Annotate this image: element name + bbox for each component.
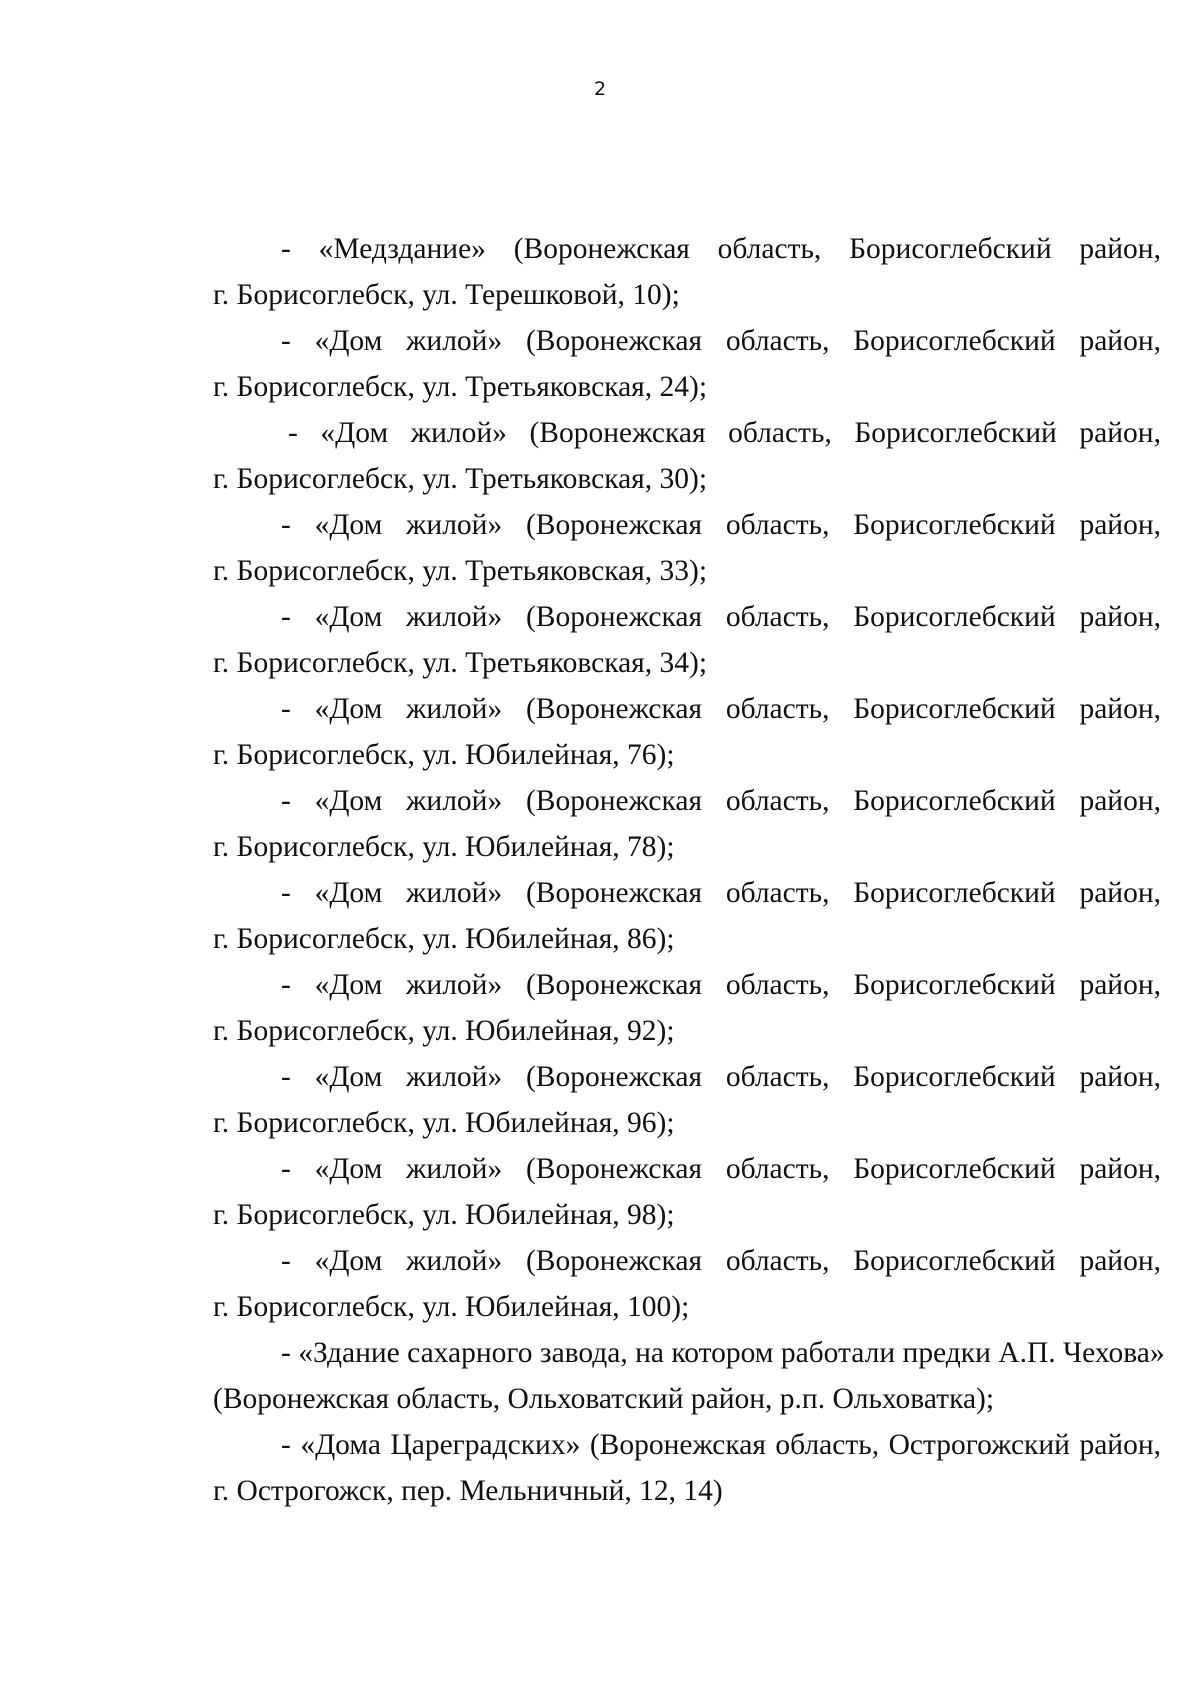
list-item: [213, 1054, 1161, 1146]
list-word: жилой»: [406, 1245, 503, 1277]
list-item: [213, 502, 1161, 594]
list-item-line2: г. Борисоглебск, ул. Юбилейная, 100);: [213, 1291, 690, 1323]
list-word: район,: [1079, 417, 1161, 449]
list-word: «Дом: [314, 509, 383, 541]
list-word: Борисоглебский: [853, 325, 1056, 357]
list-item-line1: [213, 962, 1161, 1008]
list-item: [213, 778, 1161, 870]
list-word: (Воронежская: [525, 693, 703, 725]
list-item-line2: г. Острогожск, пер. Мельничный, 12, 14): [213, 1475, 723, 1507]
list-item-line1: [213, 1054, 1161, 1100]
list-item-line2: г. Борисоглебск, ул. Юбилейная, 98);: [213, 1199, 675, 1231]
list-word: Борисоглебский: [853, 969, 1056, 1001]
list-item-line1: - «Здание сахарного завода, на котором работали предки А.П. Чехова»: [281, 1337, 1165, 1369]
list-item-line1: [213, 594, 1161, 640]
list-item: [213, 870, 1161, 962]
list-word: район,: [1079, 785, 1161, 817]
list-word: жилой»: [406, 601, 503, 633]
list-item: [213, 1146, 1161, 1238]
list-word: «Дом: [314, 785, 383, 817]
list-word: район,: [1079, 1153, 1161, 1185]
list-item: [213, 962, 1161, 1054]
list-word: «Дом: [320, 417, 389, 449]
list-item: [213, 226, 1161, 318]
list-word: (Воронежская: [589, 1429, 766, 1461]
list-word: Острогожский: [888, 1429, 1070, 1461]
list-item-line1: [213, 778, 1161, 824]
list-item-line1: [213, 1238, 1161, 1284]
list-dash: -: [281, 1245, 291, 1277]
list-word: (Воронежская: [525, 969, 703, 1001]
list-dash: -: [281, 233, 291, 265]
list-word: Борисоглебский: [853, 1245, 1056, 1277]
list-word: «Дом: [314, 693, 383, 725]
list-word: (Воронежская: [513, 233, 690, 265]
list-word: область,: [725, 877, 830, 909]
list-word: Борисоглебский: [853, 1153, 1056, 1185]
list-word: область,: [725, 1061, 830, 1093]
list-word: «Дом: [314, 1153, 383, 1185]
list-dash: -: [281, 1429, 291, 1461]
list-word: (Воронежская: [525, 509, 703, 541]
list-word: жилой»: [406, 509, 503, 541]
object-list: [213, 226, 1161, 1330]
list-word: Борисоглебский: [853, 877, 1056, 909]
list-word: (Воронежская: [525, 325, 703, 357]
list-word: область,: [725, 325, 830, 357]
list-word: (Воронежская: [525, 785, 703, 817]
list-item: [213, 1238, 1161, 1330]
list-word: жилой»: [410, 417, 507, 449]
list-word: Борисоглебский: [853, 509, 1056, 541]
list-item-line1: [213, 1422, 1161, 1468]
list-word: «Дом: [314, 325, 383, 357]
list-item: [213, 318, 1161, 410]
list-word: жилой»: [406, 969, 503, 1001]
list-word: район,: [1079, 1061, 1161, 1093]
list-word: «Дом: [314, 969, 383, 1001]
list-word: жилой»: [406, 1061, 503, 1093]
list-dash: -: [281, 969, 291, 1001]
list-item-line2: г. Борисоглебск, ул. Третьяковская, 33);: [213, 555, 708, 587]
list-word: жилой»: [406, 693, 503, 725]
list-word: (Воронежская: [529, 417, 706, 449]
list-dash: -: [281, 1061, 291, 1093]
list-item: [213, 594, 1161, 686]
list-word: (Воронежская: [525, 1153, 703, 1185]
list-word: область,: [725, 601, 830, 633]
list-item-line2: г. Борисоглебск, ул. Юбилейная, 92);: [213, 1015, 675, 1047]
list-word: район,: [1079, 1429, 1161, 1461]
list-word: район,: [1079, 233, 1161, 265]
list-dash: -: [281, 877, 291, 909]
list-dash: -: [281, 601, 291, 633]
list-word: Цареградских»: [390, 1429, 581, 1461]
list-word: область,: [725, 969, 830, 1001]
list-word: (Воронежская: [525, 601, 703, 633]
list-word: Борисоглебский: [853, 785, 1056, 817]
list-word: район,: [1079, 601, 1161, 633]
list-word: область,: [717, 233, 822, 265]
list-item-line2: г. Борисоглебск, ул. Третьяковская, 30);: [213, 463, 708, 495]
list-word: жилой»: [406, 325, 503, 357]
list-item-line1: [213, 870, 1161, 916]
list-word: район,: [1079, 693, 1161, 725]
list-item-line2: г. Борисоглебск, ул. Юбилейная, 78);: [213, 831, 675, 863]
list-word: область,: [725, 1245, 830, 1277]
list-item: [213, 1422, 1161, 1514]
list-word: «Дома: [300, 1429, 381, 1461]
list-item: [213, 1330, 1165, 1422]
list-item-line1: [213, 226, 1161, 272]
list-item-line2: г. Борисоглебск, ул. Третьяковская, 34);: [213, 647, 708, 679]
list-word: (Воронежская: [525, 1245, 703, 1277]
list-item-line1: [213, 318, 1161, 364]
list-item: [213, 686, 1161, 778]
list-word: область,: [728, 417, 832, 449]
object-list-tail: [213, 1330, 1165, 1514]
list-word: район,: [1079, 969, 1161, 1001]
list-item-line1: [213, 1146, 1161, 1192]
list-word: «Дом: [314, 601, 383, 633]
list-word: (Воронежская: [525, 1061, 703, 1093]
list-word: район,: [1079, 509, 1161, 541]
list-dash: -: [281, 693, 291, 725]
list-word: «Дом: [314, 1061, 383, 1093]
list-word: область,: [725, 1153, 830, 1185]
list-item-line2: г. Борисоглебск, ул. Юбилейная, 86);: [213, 923, 675, 955]
list-word: область,: [725, 785, 830, 817]
list-item-line2: г. Борисоглебск, ул. Юбилейная, 96);: [213, 1107, 675, 1139]
list-word: «Медздание»: [318, 233, 486, 265]
list-dash: -: [281, 785, 291, 817]
list-item-line2: г. Борисоглебск, ул. Терешковой, 10);: [213, 279, 680, 311]
list-word: область,: [725, 509, 830, 541]
list-word: область,: [725, 693, 830, 725]
list-dash: -: [281, 509, 291, 541]
list-word: «Дом: [314, 877, 383, 909]
list-word: Борисоглебский: [849, 233, 1052, 265]
list-word: район,: [1079, 325, 1161, 357]
list-item-line1: [213, 502, 1161, 548]
list-item-line2: г. Борисоглебск, ул. Третьяковская, 24);: [213, 371, 708, 403]
list-word: район,: [1079, 877, 1161, 909]
list-word: Борисоглебский: [853, 693, 1056, 725]
list-word: область,: [775, 1429, 880, 1461]
list-item-line2: г. Борисоглебск, ул. Юбилейная, 76);: [213, 739, 675, 771]
list-word: район,: [1079, 1245, 1161, 1277]
list-word: (Воронежская: [525, 877, 703, 909]
list-word: жилой»: [406, 785, 503, 817]
list-dash: -: [281, 1153, 291, 1185]
list-word: жилой»: [406, 877, 503, 909]
page-number: 2: [593, 78, 607, 100]
list-item-line2: (Воронежская область, Ольховатский район, р.п. Ольховатка);: [213, 1383, 995, 1415]
list-item: [213, 410, 1161, 502]
list-word: «Дом: [314, 1245, 383, 1277]
list-item-line1: [213, 410, 1161, 456]
list-dash: -: [281, 325, 291, 357]
list-word: Борисоглебский: [853, 1061, 1056, 1093]
list-item-line1: [213, 686, 1161, 732]
list-word: Борисоглебский: [854, 417, 1057, 449]
list-dash: -: [288, 417, 298, 449]
document-body: [213, 226, 1165, 1514]
list-word: жилой»: [406, 1153, 503, 1185]
list-word: Борисоглебский: [853, 601, 1056, 633]
